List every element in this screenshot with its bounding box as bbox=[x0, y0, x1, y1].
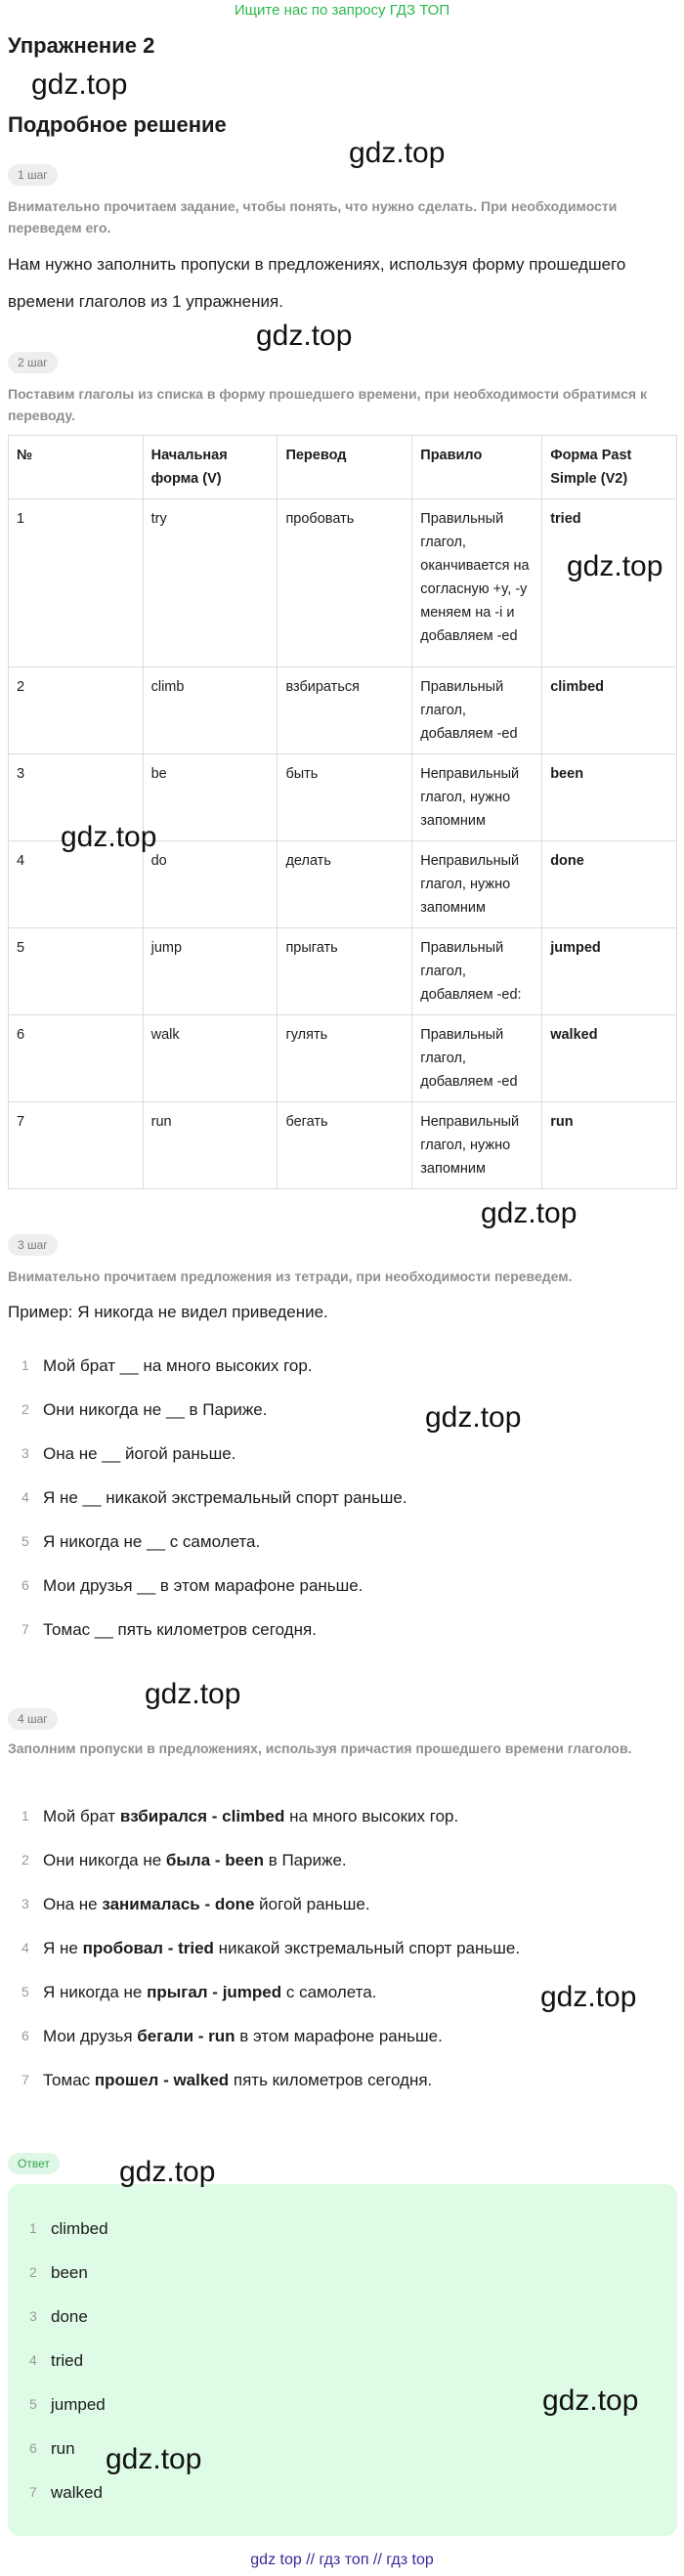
step-description: Внимательно прочитаем задание, чтобы понять, что нужно сделать. При необходимости переведем его. bbox=[8, 198, 618, 236]
table-cell: делать bbox=[278, 841, 412, 928]
table-cell: Правильный глагол, оканчивается на согласную +y, -y меняем на -i и добавляем -ed bbox=[412, 499, 542, 667]
table-row bbox=[9, 1102, 677, 1189]
table-row bbox=[9, 1015, 677, 1102]
list-item: 7 Томас прошел - walked пять километров сегодня. bbox=[21, 2071, 433, 2089]
table-cell: run bbox=[143, 1102, 278, 1189]
list-item: 4 tried bbox=[29, 2351, 84, 2370]
list-item: 5 Я никогда не прыгал - jumped с самолета. bbox=[21, 1983, 377, 2001]
table-cell: jump bbox=[143, 928, 278, 1015]
table-header: Правило bbox=[412, 436, 542, 499]
table-row bbox=[9, 928, 677, 1015]
step-text: Нам нужно заполнить пропуски в предложениях, используя форму прошедшего времени глаголов из 1 упражнения. bbox=[8, 255, 626, 311]
verbs-table bbox=[8, 435, 677, 1189]
table-cell: бегать bbox=[278, 1102, 412, 1189]
table-cell: 6 bbox=[9, 1015, 144, 1102]
list-item: 3 done bbox=[29, 2307, 88, 2326]
sentences-list bbox=[8, 1344, 677, 1652]
watermark: gdz.top bbox=[542, 2384, 639, 2417]
list-item: 5 jumped bbox=[29, 2395, 106, 2414]
table-cell: Неправильный глагол, нужно запомним bbox=[412, 754, 542, 841]
watermark: gdz.top bbox=[481, 1197, 577, 1229]
table-cell: взбираться bbox=[278, 667, 412, 754]
watermark: gdz.top bbox=[119, 2156, 216, 2188]
table-cell: гулять bbox=[278, 1015, 412, 1102]
watermark: gdz.top bbox=[425, 1401, 522, 1434]
filled-sentences-list bbox=[8, 1794, 677, 2102]
answer-box bbox=[8, 2184, 677, 2536]
step-description: Внимательно прочитаем предложения из тетради, при необходимости переведем. bbox=[8, 1268, 573, 1284]
table-row bbox=[9, 667, 677, 754]
answer-badge: Ответ bbox=[8, 2153, 60, 2174]
table-cell: climbed bbox=[542, 667, 677, 754]
list-item: 6 run bbox=[29, 2439, 75, 2458]
watermark: gdz.top bbox=[61, 821, 157, 853]
watermark: gdz.top bbox=[145, 1678, 241, 1710]
table-header: Форма Past Simple (V2) bbox=[542, 436, 677, 499]
table-cell: be bbox=[143, 754, 278, 841]
table-cell: Неправильный глагол, нужно запомним bbox=[412, 841, 542, 928]
step-description: Заполним пропуски в предложениях, используя причастия прошедшего времени глаголов. bbox=[8, 1740, 632, 1756]
list-item: 2 Они никогда не __ в Париже. bbox=[21, 1400, 268, 1419]
list-item: 3 Она не __ йогой раньше. bbox=[21, 1444, 236, 1463]
watermark: gdz.top bbox=[256, 320, 353, 352]
list-item: 5 Я никогда не __ с самолета. bbox=[21, 1532, 261, 1551]
table-cell: быть bbox=[278, 754, 412, 841]
list-item: 3 Она не занималась - done йогой раньше. bbox=[21, 1895, 370, 1913]
table-cell: run bbox=[542, 1102, 677, 1189]
footer-links[interactable]: gdz top // гдз топ // гдз top bbox=[250, 2552, 434, 2568]
step-badge: 4 шаг bbox=[8, 1708, 58, 1730]
table-cell: 3 bbox=[9, 754, 144, 841]
table-cell: tried bbox=[542, 499, 677, 667]
table-cell: walk bbox=[143, 1015, 278, 1102]
list-item: 6 Мои друзья бегали - run в этом марафоне раньше. bbox=[21, 2027, 443, 2045]
list-item: 6 Мои друзья __ в этом марафоне раньше. bbox=[21, 1576, 363, 1595]
table-cell: Правильный глагол, добавляем -ed bbox=[412, 1015, 542, 1102]
table-cell: 1 bbox=[9, 499, 144, 667]
table-cell: 2 bbox=[9, 667, 144, 754]
table-cell: try bbox=[143, 499, 278, 667]
table-cell: пробовать bbox=[278, 499, 412, 667]
list-item: 4 Я не пробовал - tried никакой экстремальный спорт раньше. bbox=[21, 1939, 521, 1957]
step-badge: 3 шаг bbox=[8, 1234, 58, 1256]
table-cell: Правильный глагол, добавляем -ed: bbox=[412, 928, 542, 1015]
table-cell: jumped bbox=[542, 928, 677, 1015]
list-item: 1 Мой брат взбирался - climbed на много высоких гор. bbox=[21, 1807, 459, 1825]
table-cell: 4 bbox=[9, 841, 144, 928]
watermark: gdz.top bbox=[540, 1981, 637, 2013]
table-header: № bbox=[9, 436, 144, 499]
solution-title: Подробное решение bbox=[8, 112, 227, 137]
table-header: Начальная форма (V) bbox=[143, 436, 278, 499]
watermark: gdz.top bbox=[106, 2443, 202, 2475]
table-cell: done bbox=[542, 841, 677, 928]
table-cell: 5 bbox=[9, 928, 144, 1015]
top-banner-link[interactable]: Ищите нас по запросу ГДЗ ТОП bbox=[234, 2, 450, 19]
exercise-title: Упражнение 2 bbox=[8, 33, 155, 58]
step-description: Поставим глаголы из списка в форму прошедшего времени, при необходимости обратимся к переводу. bbox=[8, 386, 647, 423]
table-cell: Правильный глагол, добавляем -ed bbox=[412, 667, 542, 754]
list-item: 4 Я не __ никакой экстремальный спорт раньше. bbox=[21, 1488, 407, 1507]
table-cell: climb bbox=[143, 667, 278, 754]
list-item: 2 been bbox=[29, 2263, 88, 2282]
watermark: gdz.top bbox=[567, 550, 663, 582]
step-badge: 2 шаг bbox=[8, 352, 58, 373]
list-item: 1 Мой брат __ на много высоких гор. bbox=[21, 1356, 313, 1375]
table-header-row bbox=[9, 436, 677, 499]
table-cell: прыгать bbox=[278, 928, 412, 1015]
list-item: 2 Они никогда не была - been в Париже. bbox=[21, 1851, 347, 1869]
table-cell: Неправильный глагол, нужно запомним bbox=[412, 1102, 542, 1189]
watermark: gdz.top bbox=[349, 137, 446, 169]
list-item: 7 walked bbox=[29, 2483, 103, 2502]
list-item: 7 Томас __ пять километров сегодня. bbox=[21, 1620, 317, 1639]
table-cell: been bbox=[542, 754, 677, 841]
table-cell: do bbox=[143, 841, 278, 928]
step-badge: 1 шаг bbox=[8, 164, 58, 186]
table-cell: walked bbox=[542, 1015, 677, 1102]
list-item: 1 climbed bbox=[29, 2219, 108, 2238]
table-cell: 7 bbox=[9, 1102, 144, 1189]
step-example: Пример: Я никогда не видел приведение. bbox=[8, 1303, 328, 1321]
watermark: gdz.top bbox=[31, 68, 128, 101]
table-header: Перевод bbox=[278, 436, 412, 499]
